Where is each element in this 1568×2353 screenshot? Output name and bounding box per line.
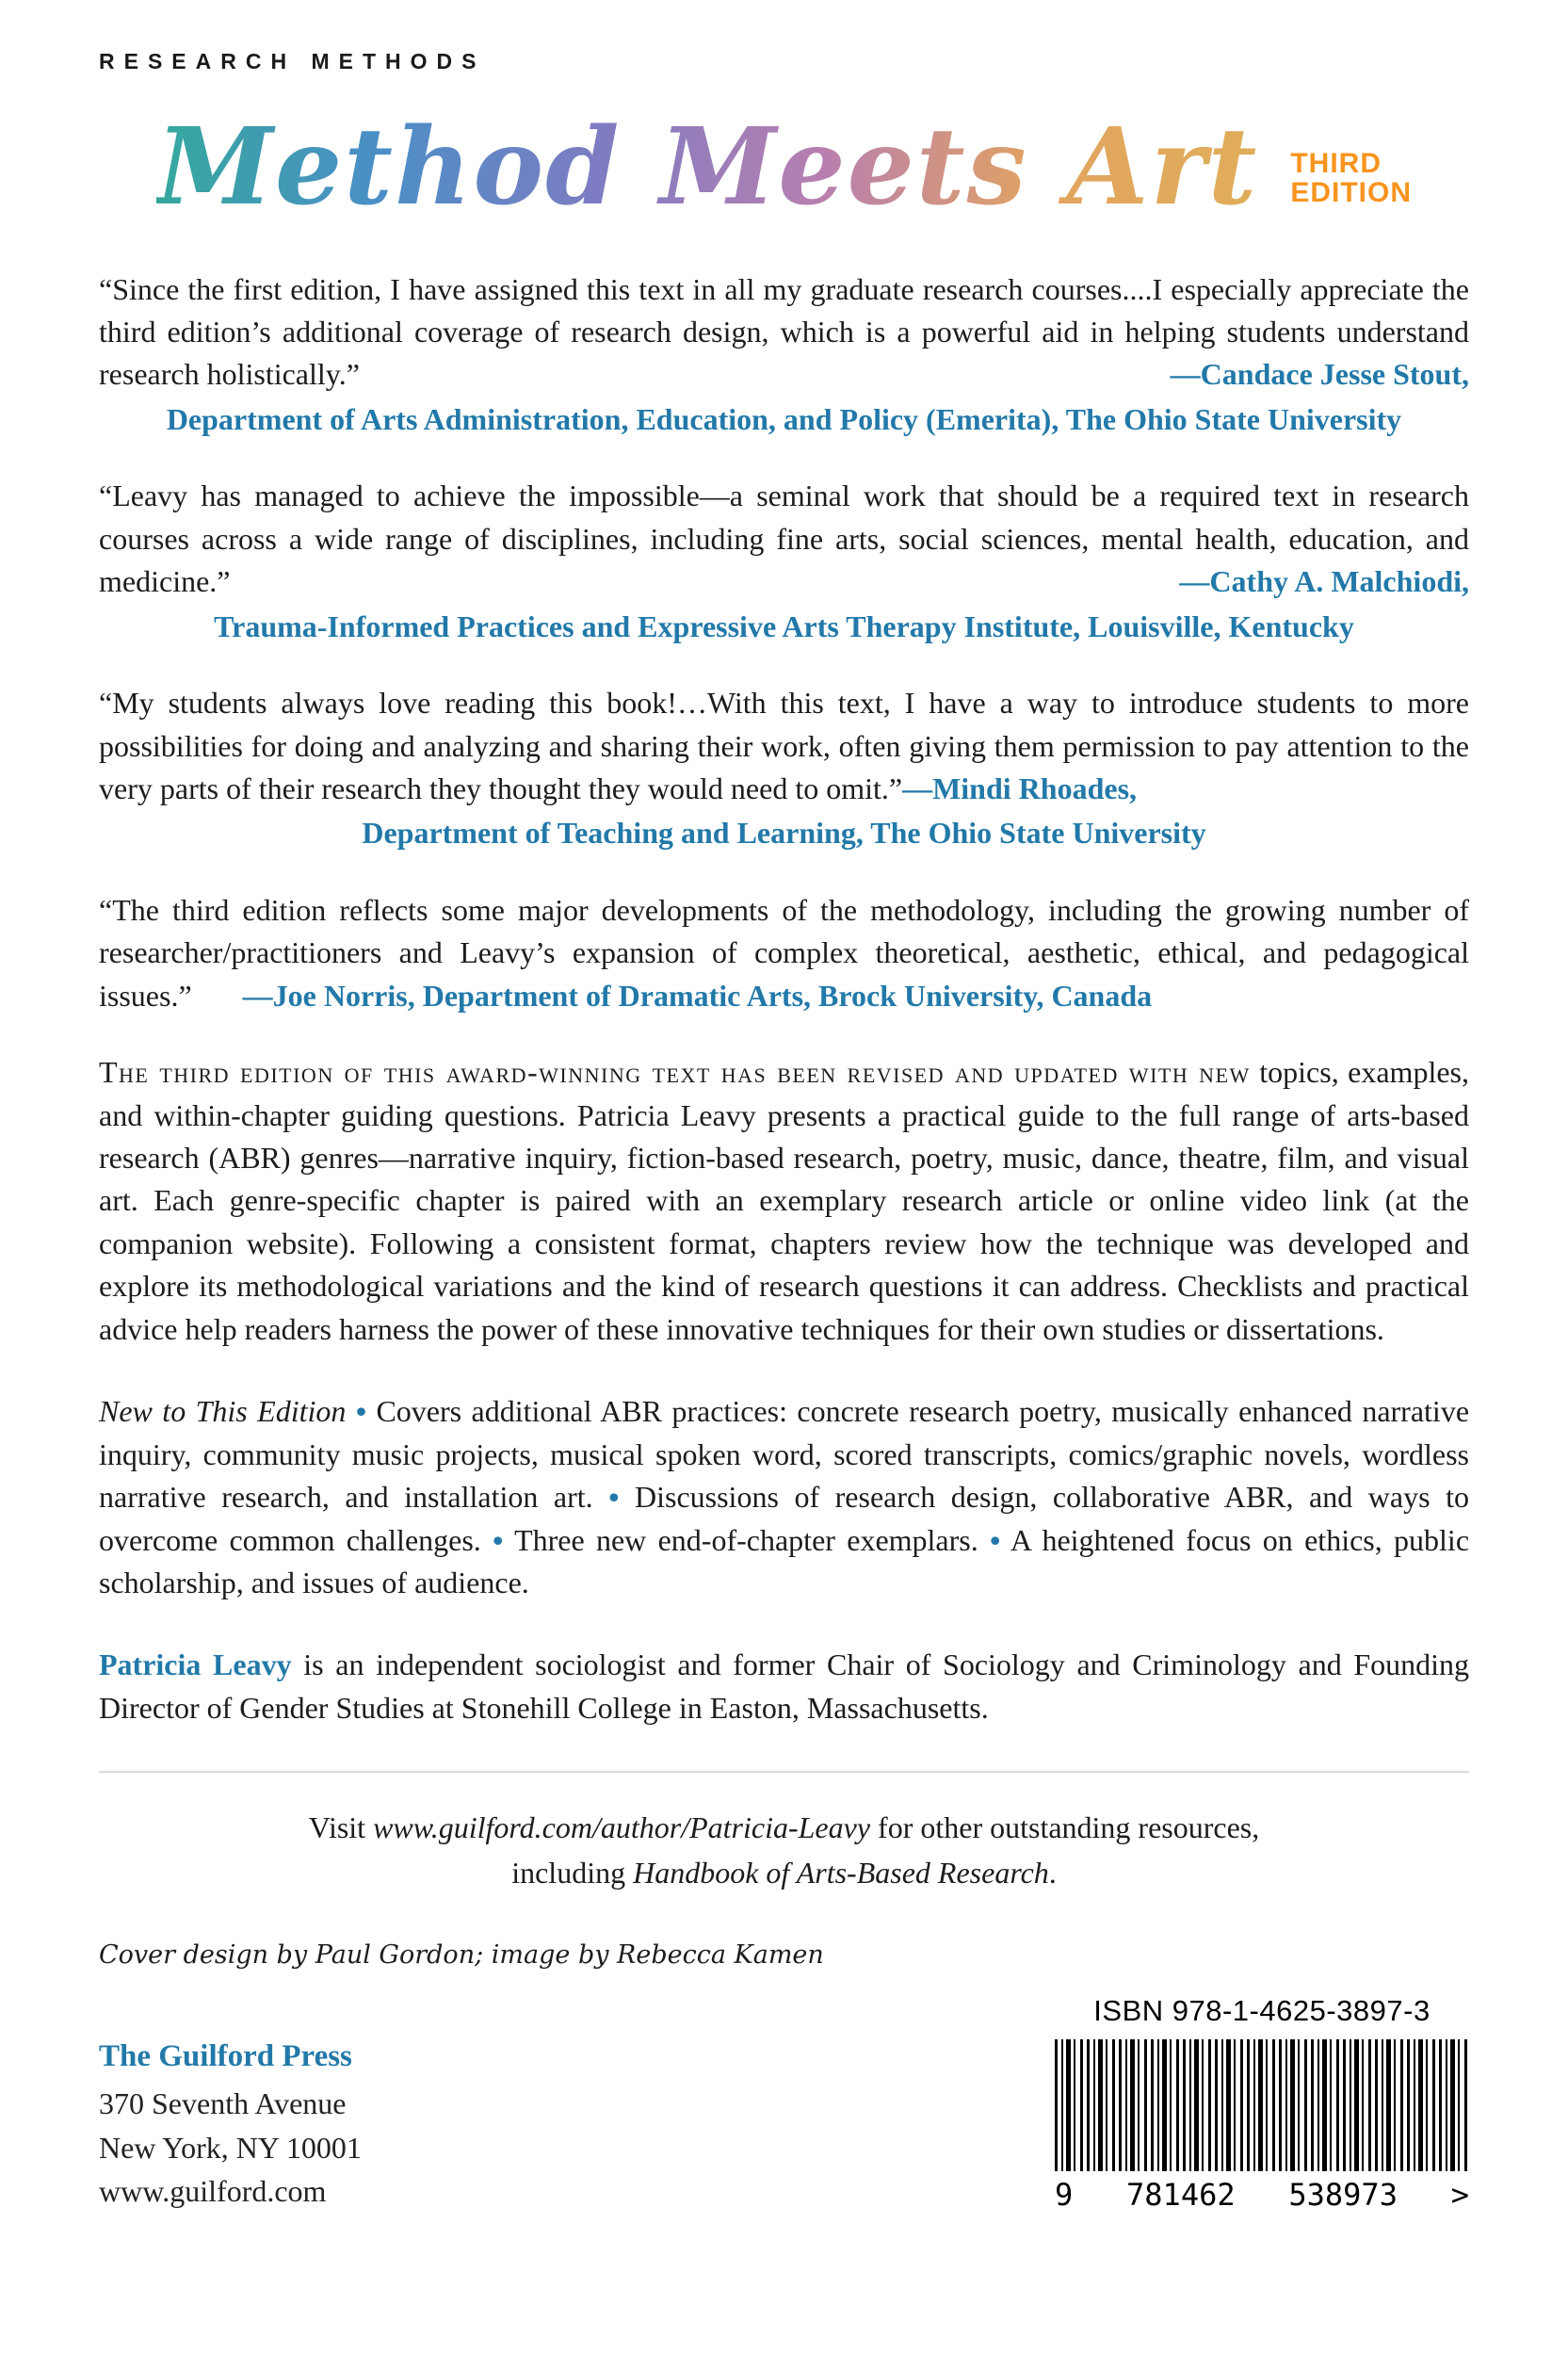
quote-norris: [99, 889, 1469, 1017]
bullet-icon: •: [355, 1394, 367, 1429]
isbn-number: ISBN 978-1-4625-3897-3: [1093, 1994, 1431, 2028]
quote-text: [99, 889, 1469, 1017]
quote-attribution: —Mindi Rhoades,: [902, 771, 1138, 805]
new-edition-paragraph: [99, 1390, 1469, 1604]
category-label: RESEARCH METHODS: [99, 49, 486, 73]
visit-post: for other outstanding resources,: [878, 1810, 1260, 1845]
endorsements: [99, 268, 1469, 1018]
barcode-digit-group: 538973: [1288, 2177, 1398, 2214]
edition-line2: EDITION: [1290, 177, 1412, 209]
quote-body: “Leavy has managed to achieve the impossible—a seminal work that should be a required text in research courses across a wide range of disciplines, including fine arts, social sciences, mental health, education, and medicine.”: [99, 479, 1469, 599]
guilford-author-url: www.guilford.com/author/Patricia-Leavy: [373, 1810, 871, 1845]
quote-attribution: —Joe Norris, Department of Dramatic Arts, Brock University, Canada: [242, 978, 1153, 1013]
author-name: Patricia Leavy: [99, 1647, 292, 1682]
footer: [99, 1994, 1469, 2213]
bullet-icon: •: [608, 1480, 620, 1515]
new-edition-item: Three new end-of-chapter exemplars.: [514, 1522, 978, 1557]
barcode: [1055, 2039, 1469, 2171]
publisher-website: www.guilford.com: [99, 2174, 327, 2209]
publisher-block: [99, 2039, 362, 2213]
quote-affiliation: Department of Teaching and Learning, The Ohio State University: [362, 816, 1206, 851]
visit-line2-pre: including: [511, 1856, 626, 1891]
new-edition-item: Discussions of research design, collaborative ABR, and ways to overcome common challenges.: [99, 1480, 1470, 1557]
bullet-icon: •: [990, 1522, 1001, 1557]
description-paragraph: [99, 1051, 1469, 1351]
cover-credit: Cover design by Paul Gordon; image by Rebecca Kamen: [99, 1940, 824, 1971]
title-block: [99, 105, 1469, 229]
author-bio: [99, 1644, 1469, 1729]
visit-line2-post: .: [1048, 1856, 1057, 1891]
barcode-digits: [1055, 2177, 1469, 2213]
quote-affiliation: Trauma-Informed Practices and Expressive Arts Therapy Institute, Louisville, Kentucky: [214, 609, 1354, 643]
edition-badge: [1290, 149, 1412, 222]
new-edition-lead: New to This Edition: [99, 1394, 347, 1429]
quote-body: “My students always love reading this book!…With this text, I have a way to introduce students to more possibilities for doing and analyzing and sharing their work, often giving them permission to pay attention to the very parts of their research they thought they would need to omit.”: [99, 686, 1469, 805]
publisher-name: The Guilford Press: [99, 2039, 352, 2074]
edition-line1: THIRD: [1290, 148, 1382, 180]
header: [99, 49, 1469, 229]
book-description: [99, 1051, 1469, 1729]
barcode-chevron: >: [1450, 2177, 1469, 2214]
quote-attribution: —Cathy A. Malchiodi,: [1179, 564, 1469, 599]
quote-malchiodi: [99, 475, 1469, 648]
handbook-title: Handbook of Arts-Based Research: [633, 1856, 1049, 1891]
new-edition-item: A heightened focus on ethics, public scholarship, and issues of audience.: [99, 1522, 1470, 1599]
quote-attribution: —Candace Jesse Stout,: [1170, 357, 1469, 392]
quote-rhoades: [99, 682, 1469, 855]
barcode-digit-group: 9: [1055, 2177, 1074, 2214]
publisher-address2: New York, NY 10001: [99, 2130, 362, 2165]
publisher-address1: 370 Seventh Avenue: [99, 2086, 347, 2121]
quote-stout: [99, 268, 1469, 442]
divider: [99, 1771, 1469, 1773]
bullet-icon: •: [493, 1522, 504, 1557]
description-lead: The third edition of this award-winning text has been revised and updated with new: [99, 1055, 1251, 1090]
quote-body: “Since the first edition, I have assigned this text in all my graduate research courses....I especially appreciate the third edition’s additional coverage of research design, which is a powerful aid in helping students understand research holistically.”: [99, 271, 1469, 392]
quote-text: [99, 475, 1469, 603]
isbn-block: [1055, 1994, 1469, 2213]
description-body: topics, examples, and within-chapter guiding questions. Patricia Leavy presents a practical guide to the full range of arts-based research (ABR) genres—narrative inquiry, fiction-based research, poetry, music, dance, theatre, film, and visual art. Each genre-specific chapter is paired with an exemplary research article or online video link (at the companion website). Following a consistent format, chapters review how the technique was developed and explore its methodological variations and the kind of research questions it can address. Checklists and practical advice help readers harness the power of these innovative techniques for their own studies or dissertations.: [99, 1055, 1469, 1346]
visit-pre: Visit: [308, 1810, 366, 1845]
book-title: Method Meets Art: [156, 112, 1266, 223]
barcode-digit-group: 781462: [1126, 2177, 1236, 2214]
quote-text: [99, 682, 1469, 810]
quote-text: [99, 268, 1469, 397]
visit-note: [99, 1805, 1469, 1895]
quote-body: “The third edition reflects some major developments of the methodology, including the growing number of researcher/practitioners and Leavy’s expansion of complex theoretical, aesthetic, ethical, and pedagogical issues.”: [99, 892, 1469, 1013]
author-bio-text: is an independent sociologist and former Chair of Sociology and Criminology and Founding Director of Gender Studies at Stonehill College in Easton, Massachusetts.: [99, 1647, 1470, 1725]
quote-affiliation: Department of Arts Administration, Education, and Policy (Emerita), The Ohio State University: [166, 401, 1402, 436]
new-edition-item: Covers additional ABR practices: concrete research poetry, musically enhanced narrative inquiry, community music projects, musical spoken word, scored transcripts, comics/graphic novels, wordless narrative research, and installation art.: [99, 1394, 1470, 1515]
